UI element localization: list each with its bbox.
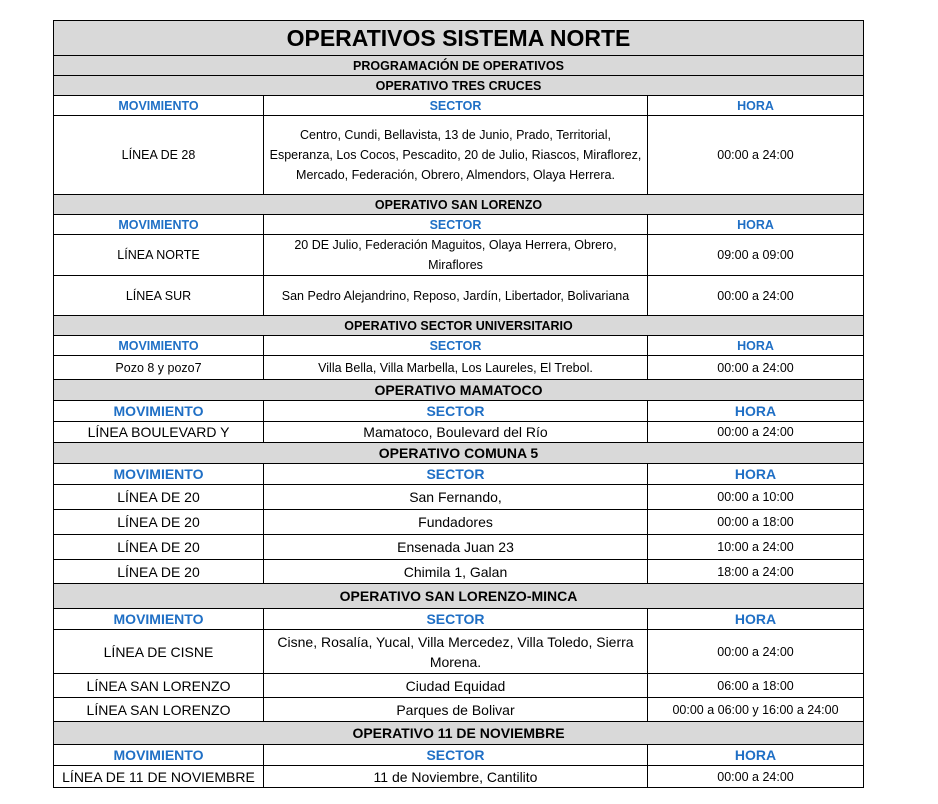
column-header-row xyxy=(54,464,864,485)
cell-movimiento: LÍNEA DE CISNE xyxy=(54,630,264,674)
operativo-header xyxy=(54,722,864,745)
cell-sector: Fundadores xyxy=(264,510,648,535)
cell-hora: 00:00 a 06:00 y 16:00 a 24:00 xyxy=(648,698,864,722)
cell-sector: Centro, Cundi, Bellavista, 13 de Junio, Prado, Territorial, Esperanza, Los Cocos, Pescadito, 20 de Julio, Riascos, Miraflorez, Mercado, Federación, Obrero, Almendors, Olaya Herrera. xyxy=(264,116,648,195)
operativo-header xyxy=(54,380,864,401)
cell-sector: Mamatoco, Boulevard del Río xyxy=(264,422,648,443)
table-row xyxy=(54,356,864,380)
operativo-header xyxy=(54,316,864,336)
table-row xyxy=(54,116,864,195)
operativo-header xyxy=(54,584,864,609)
cell-hora: 18:00 a 24:00 xyxy=(648,560,864,584)
cell-sector: Ciudad Equidad xyxy=(264,674,648,698)
subtitle-row xyxy=(54,56,864,76)
header-sector: SECTOR xyxy=(264,401,648,422)
column-header-row xyxy=(54,401,864,422)
cell-sector: 11 de Noviembre, Cantilito xyxy=(264,766,648,788)
header-movimiento: MOVIMIENTO xyxy=(54,745,264,766)
header-movimiento: MOVIMIENTO xyxy=(54,401,264,422)
cell-movimiento: LÍNEA DE 20 xyxy=(54,510,264,535)
header-sector: SECTOR xyxy=(264,609,648,630)
operativo-name: OPERATIVO COMUNA 5 xyxy=(54,443,864,464)
header-hora: HORA xyxy=(648,215,864,235)
cell-hora: 00:00 a 18:00 xyxy=(648,510,864,535)
table-row xyxy=(54,276,864,316)
cell-movimiento: LÍNEA DE 11 DE NOVIEMBRE xyxy=(54,766,264,788)
operativo-name: OPERATIVO SAN LORENZO-MINCA xyxy=(54,584,864,609)
operativo-name: OPERATIVO 11 DE NOVIEMBRE xyxy=(54,722,864,745)
cell-movimiento: LÍNEA SAN LORENZO xyxy=(54,698,264,722)
header-hora: HORA xyxy=(648,745,864,766)
cell-sector: San Pedro Alejandrino, Reposo, Jardín, Libertador, Bolivariana xyxy=(264,276,648,316)
cell-hora: 00:00 a 24:00 xyxy=(648,356,864,380)
cell-hora: 09:00 a 09:00 xyxy=(648,235,864,276)
header-hora: HORA xyxy=(648,336,864,356)
header-hora: HORA xyxy=(648,96,864,116)
title-row xyxy=(54,21,864,56)
header-hora: HORA xyxy=(648,401,864,422)
column-header-row xyxy=(54,215,864,235)
column-header-row xyxy=(54,745,864,766)
cell-movimiento: Pozo 8 y pozo7 xyxy=(54,356,264,380)
cell-sector: San Fernando, xyxy=(264,485,648,510)
table-row xyxy=(54,235,864,276)
table-row xyxy=(54,485,864,510)
header-sector: SECTOR xyxy=(264,336,648,356)
header-movimiento: MOVIMIENTO xyxy=(54,215,264,235)
table-row xyxy=(54,560,864,584)
table-row xyxy=(54,510,864,535)
cell-sector: Chimila 1, Galan xyxy=(264,560,648,584)
header-sector: SECTOR xyxy=(264,96,648,116)
table-row xyxy=(54,535,864,560)
cell-hora: 10:00 a 24:00 xyxy=(648,535,864,560)
operativo-name: OPERATIVO SAN LORENZO xyxy=(54,195,864,215)
header-movimiento: MOVIMIENTO xyxy=(54,336,264,356)
operativo-header xyxy=(54,76,864,96)
cell-movimiento: LÍNEA DE 20 xyxy=(54,560,264,584)
column-header-row xyxy=(54,609,864,630)
table-row xyxy=(54,698,864,722)
cell-movimiento: LÍNEA DE 20 xyxy=(54,535,264,560)
header-movimiento: MOVIMIENTO xyxy=(54,609,264,630)
cell-sector: Ensenada Juan 23 xyxy=(264,535,648,560)
sheet-subtitle: PROGRAMACIÓN DE OPERATIVOS xyxy=(54,56,864,76)
table-row xyxy=(54,422,864,443)
column-header-row xyxy=(54,336,864,356)
header-sector: SECTOR xyxy=(264,215,648,235)
cell-hora: 00:00 a 24:00 xyxy=(648,766,864,788)
header-sector: SECTOR xyxy=(264,745,648,766)
operativo-header xyxy=(54,443,864,464)
cell-hora: 00:00 a 24:00 xyxy=(648,116,864,195)
cell-movimiento: LÍNEA DE 28 xyxy=(54,116,264,195)
table-row xyxy=(54,766,864,788)
operativo-name: OPERATIVO SECTOR UNIVERSITARIO xyxy=(54,316,864,336)
operativo-name: OPERATIVO TRES CRUCES xyxy=(54,76,864,96)
cell-hora: 00:00 a 24:00 xyxy=(648,630,864,674)
header-hora: HORA xyxy=(648,609,864,630)
operativo-name: OPERATIVO MAMATOCO xyxy=(54,380,864,401)
table-row xyxy=(54,630,864,674)
cell-movimiento: LÍNEA NORTE xyxy=(54,235,264,276)
cell-movimiento: LÍNEA SAN LORENZO xyxy=(54,674,264,698)
cell-sector: Villa Bella, Villa Marbella, Los Laureles, El Trebol. xyxy=(264,356,648,380)
header-sector: SECTOR xyxy=(264,464,648,485)
cell-movimiento: LÍNEA DE 20 xyxy=(54,485,264,510)
header-hora: HORA xyxy=(648,464,864,485)
cell-movimiento: LÍNEA SUR xyxy=(54,276,264,316)
cell-hora: 06:00 a 18:00 xyxy=(648,674,864,698)
cell-movimiento: LÍNEA BOULEVARD Y xyxy=(54,422,264,443)
cell-sector: 20 DE Julio, Federación Maguitos, Olaya Herrera, Obrero, Miraflores xyxy=(264,235,648,276)
cell-sector: Parques de Bolivar xyxy=(264,698,648,722)
operativo-header xyxy=(54,195,864,215)
cell-hora: 00:00 a 10:00 xyxy=(648,485,864,510)
header-movimiento: MOVIMIENTO xyxy=(54,96,264,116)
table-row xyxy=(54,674,864,698)
cell-hora: 00:00 a 24:00 xyxy=(648,422,864,443)
cell-sector: Cisne, Rosalía, Yucal, Villa Mercedez, Villa Toledo, Sierra Morena. xyxy=(264,630,648,674)
sheet-title: OPERATIVOS SISTEMA NORTE xyxy=(54,21,864,56)
operativos-table xyxy=(53,20,864,788)
cell-hora: 00:00 a 24:00 xyxy=(648,276,864,316)
column-header-row xyxy=(54,96,864,116)
header-movimiento: MOVIMIENTO xyxy=(54,464,264,485)
